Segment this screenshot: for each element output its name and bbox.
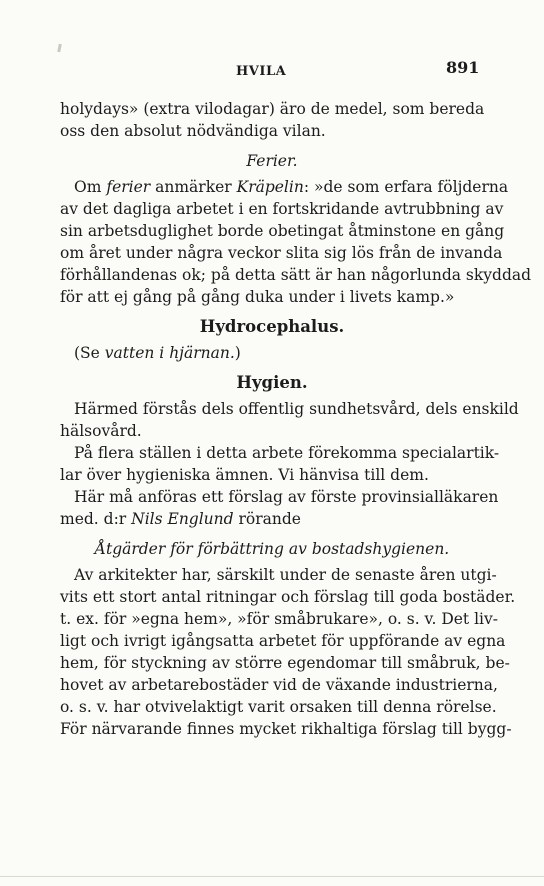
text-line: av det dagliga arbetet i en fortskridande avtrubbning av — [60, 200, 504, 218]
section-heading-ferier: Ferier. — [246, 152, 298, 170]
section-heading-hygien: Hygien. — [236, 373, 308, 392]
page-number: 891 — [446, 58, 480, 77]
text-line: med. d:r Nils Englund rörande — [60, 510, 301, 528]
text-line: om året under några veckor slita sig lös från de invanda — [60, 244, 503, 262]
text-line: Här må anföras ett förslag av förste provinsialläkaren — [74, 488, 499, 506]
page-header — [0, 58, 544, 84]
text-line: oss den absolut nödvändiga vilan. — [60, 122, 326, 140]
text-line: vits ett stort antal ritningar och förslag till goda bostäder. — [60, 588, 516, 606]
text-line: För närvarande finnes mycket rikhaltiga förslag till bygg- — [60, 720, 512, 738]
text-line: hälsovård. — [60, 422, 142, 440]
text-line: Om ferier anmärker Kräpelin: »de som erfara följderna — [74, 178, 509, 196]
text-line: holydays» (extra vilodagar) äro de medel, som bereda — [60, 100, 485, 118]
text-line: hovet av arbetarebostäder vid de växande industrierna, — [60, 676, 498, 694]
section-heading-hydrocephalus: Hydrocephalus. — [199, 317, 345, 336]
text-line: Av arkitekter har, särskilt under de senaste åren utgi- — [74, 566, 497, 584]
text-line: ligt och ivrigt igångsatta arbetet för uppförande av egna — [60, 632, 506, 650]
cross-reference: (Se vatten i hjärnan.) — [74, 344, 241, 362]
text-line: hem, för styckning av större egendomar till småbruk, be- — [60, 654, 510, 672]
section-heading-atgarder: Åtgärder för förbättring av bostadshygienen. — [94, 540, 450, 558]
text-line: t. ex. för »egna hem», »för småbrukare», o. s. v. Det liv- — [60, 610, 498, 628]
page-bottom-edge — [0, 876, 544, 877]
body-text — [60, 98, 532, 740]
paper-mark — [57, 44, 62, 52]
text-line: På flera ställen i detta arbete förekomma specialartik- — [74, 444, 500, 462]
text-line: o. s. v. har otvivelaktigt varit orsaken till denna rörelse. — [60, 698, 497, 716]
text-line: sin arbetsduglighet borde obetingat åtminstone en gång — [60, 222, 505, 240]
running-head: HVILA — [236, 64, 287, 79]
text-line: lar över hygieniska ämnen. Vi hänvisa till dem. — [60, 466, 429, 484]
text-line: förhållandenas ok; på detta sätt är han någorlunda skyddad — [60, 266, 532, 284]
text-line: Härmed förstås dels offentlig sundhetsvård, dels enskild — [74, 400, 519, 418]
text-line: för att ej gång på gång duka under i livets kamp.» — [60, 288, 455, 306]
